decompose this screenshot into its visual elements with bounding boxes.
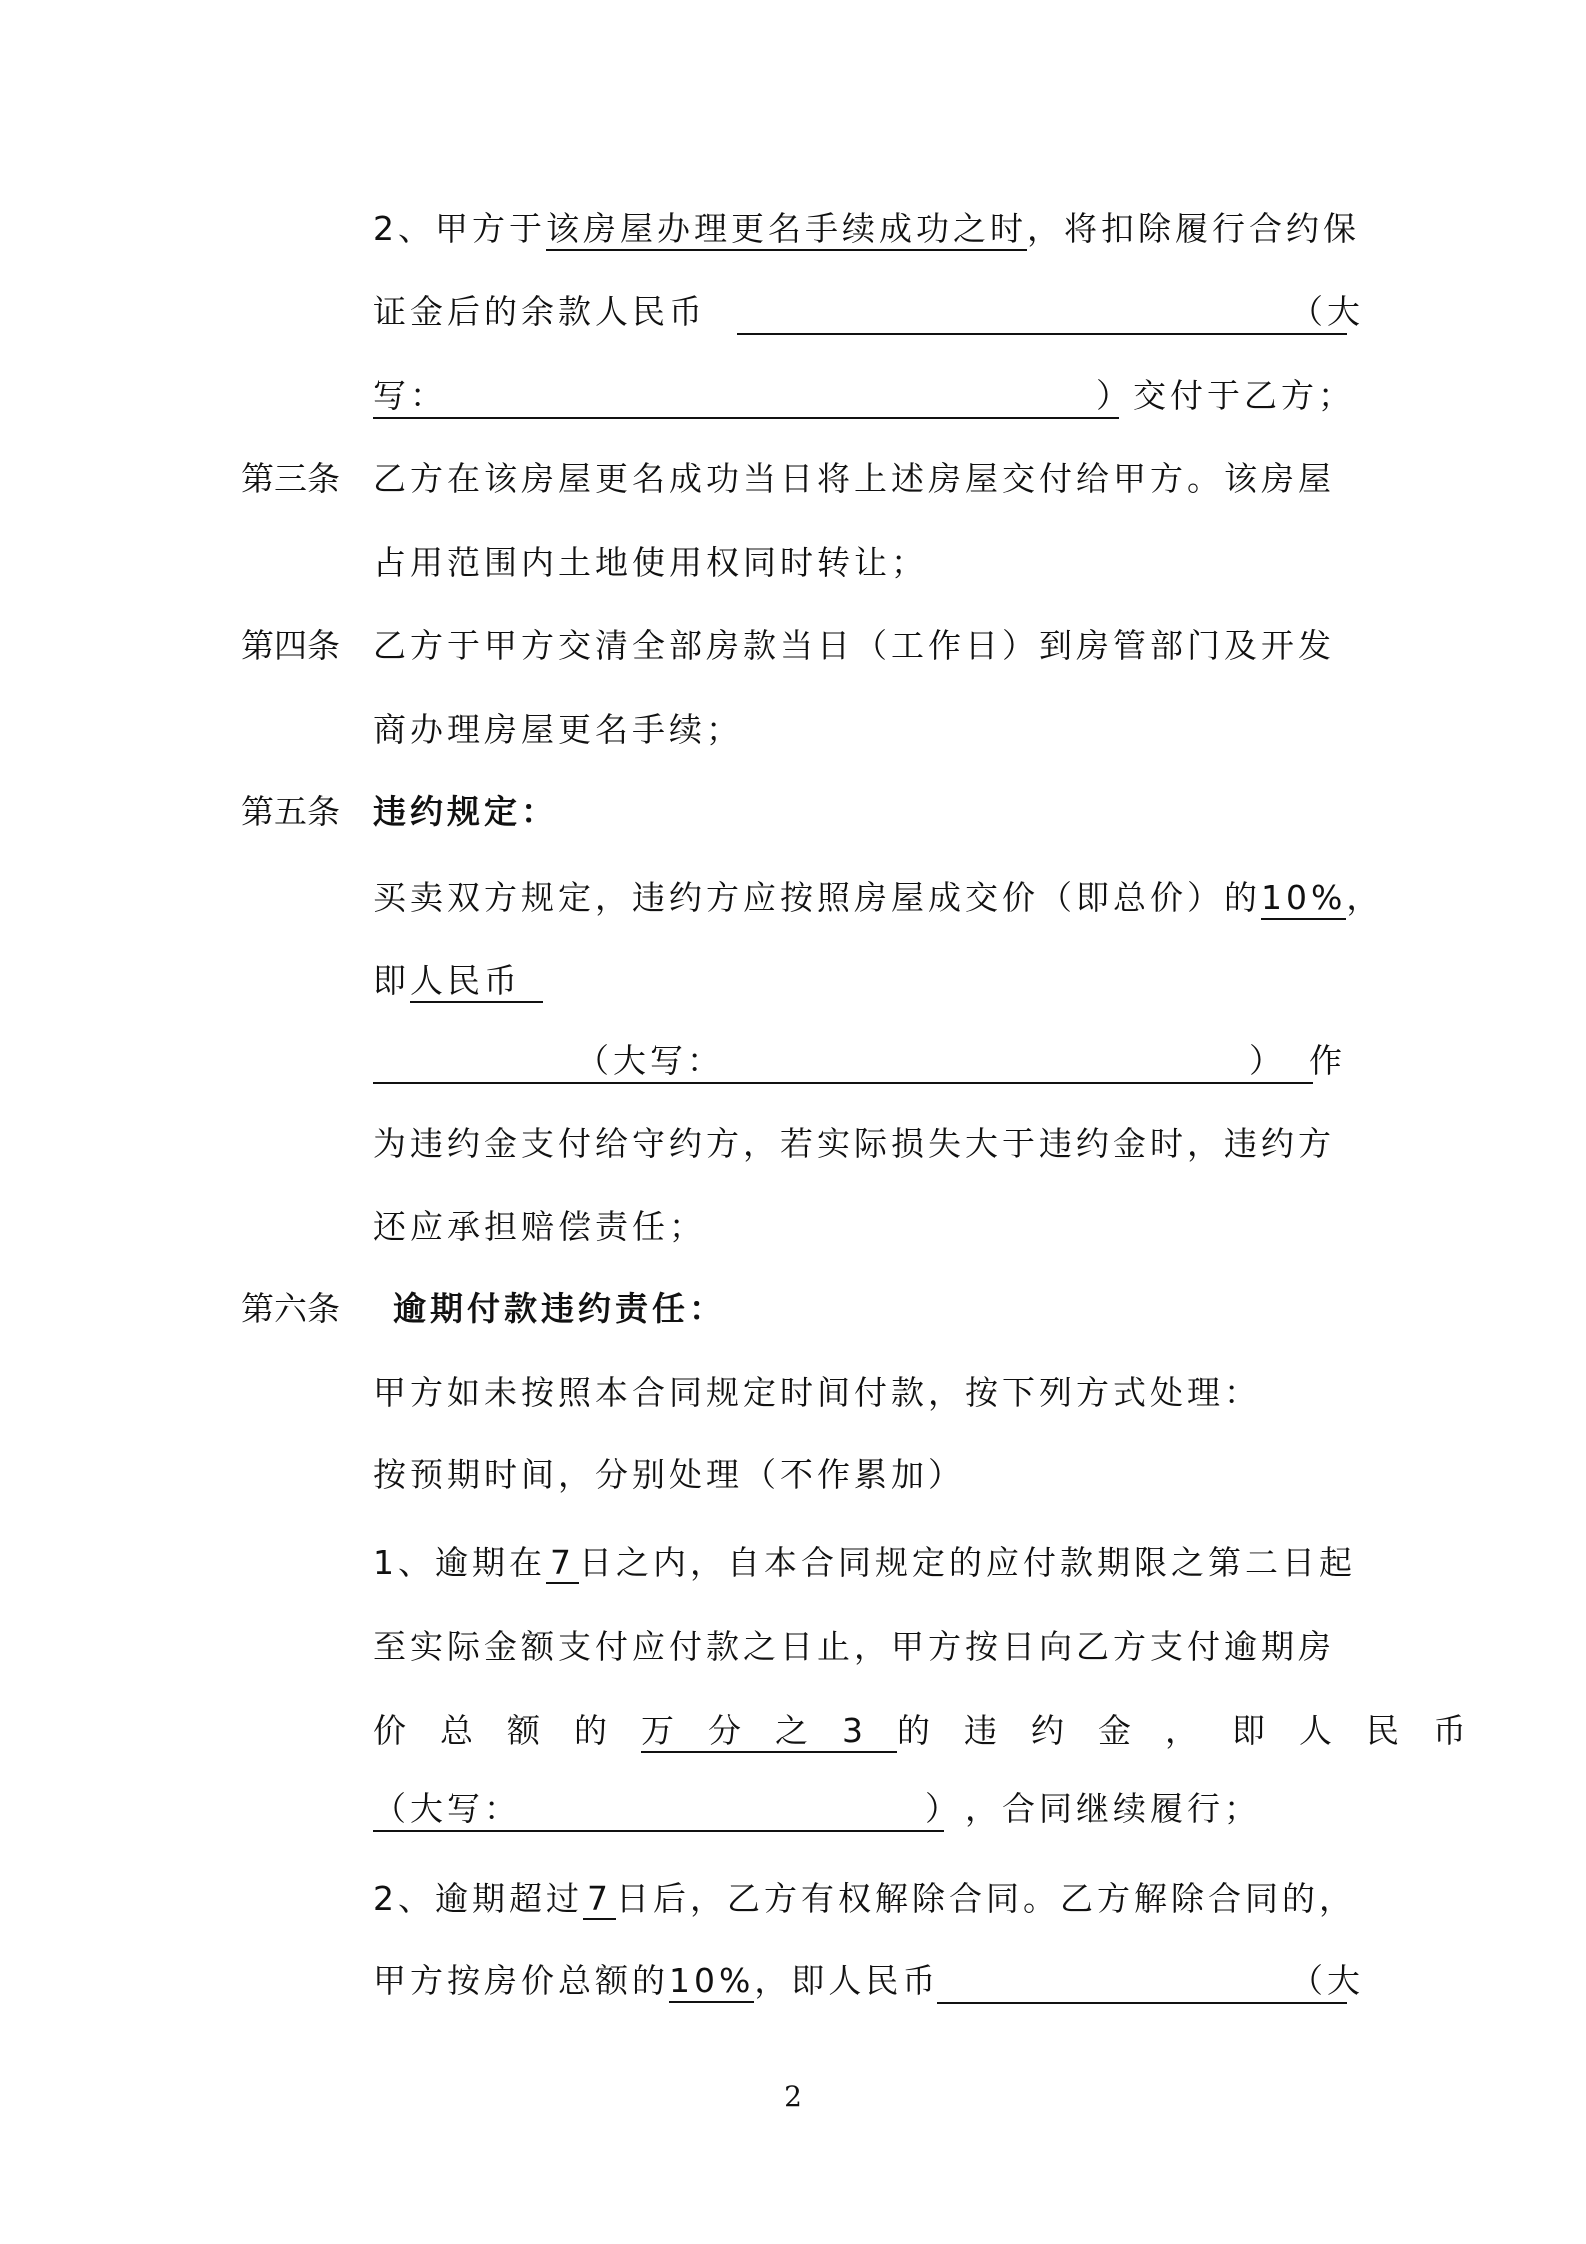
clause-2-line-2-end: （大 bbox=[1290, 292, 1364, 331]
text: 日后，乙方有权解除合同。乙方解除合同的， bbox=[616, 1879, 1356, 1918]
blank-line bbox=[373, 417, 1119, 419]
article-5-line-3-end: 作 bbox=[1309, 1041, 1346, 1080]
article-4-label: 第四条 bbox=[241, 626, 340, 665]
blank-line bbox=[737, 333, 1347, 335]
article-5-line-1 bbox=[373, 878, 1383, 918]
article-6-item-1-line-4-b: ） bbox=[925, 1789, 962, 1828]
article-6-label: 第六条 bbox=[241, 1289, 340, 1328]
article-6-item-1-line-3 bbox=[373, 1711, 1500, 1751]
text: 2、甲方于 bbox=[373, 209, 546, 248]
article-6-title: 逾期付款违约责任： bbox=[393, 1289, 726, 1328]
blank-line bbox=[937, 2002, 1347, 2004]
article-5-title: 违约规定： bbox=[373, 792, 558, 831]
article-5-line-5: 还应承担赔偿责任； bbox=[373, 1207, 706, 1246]
article-5-line-2 bbox=[373, 961, 543, 1001]
clause-2-line-1 bbox=[373, 209, 1360, 249]
page-number: 2 bbox=[784, 2080, 802, 2113]
article-6-item-1-line-1 bbox=[373, 1543, 1356, 1583]
article-3-line-2: 占用范围内土地使用权同时转让； bbox=[373, 543, 928, 582]
article-6-item-1-line-4-a: （大写： bbox=[373, 1789, 521, 1828]
article-3-line-1: 乙方在该房屋更名成功当日将上述房屋交付给甲方。该房屋 bbox=[373, 459, 1335, 498]
text: 2、逾期超过 bbox=[373, 1879, 583, 1918]
article-6-item-2-line-1 bbox=[373, 1879, 1356, 1919]
article-6-item-2-line-2 bbox=[373, 1961, 939, 2001]
article-3-label: 第三条 bbox=[241, 459, 340, 498]
underlined-text: 10% bbox=[1261, 878, 1346, 920]
text: 即 bbox=[373, 961, 410, 1000]
article-4-line-2: 商办理房屋更名手续； bbox=[373, 710, 743, 749]
article-6-line-2: 按预期时间，分别处理（不作累加） bbox=[373, 1455, 965, 1494]
text: 1、逾期在 bbox=[373, 1543, 546, 1582]
clause-2-line-2 bbox=[373, 292, 706, 332]
underlined-text: 该房屋办理更名手续成功之时 bbox=[546, 209, 1027, 251]
text: 日之内，自本合同规定的应付款期限之第二日起 bbox=[579, 1543, 1356, 1582]
text: ，即人民币 bbox=[754, 1961, 940, 2000]
article-4-line-1: 乙方于甲方交清全部房款当日（工作日）到房管部门及开发 bbox=[373, 626, 1335, 665]
underlined-text: 人民币 bbox=[410, 961, 543, 1003]
article-5-label: 第五条 bbox=[241, 792, 340, 831]
article-6-item-1-line-4-c: ，合同继续履行； bbox=[965, 1789, 1261, 1828]
underlined-text: 10% bbox=[669, 1961, 754, 2003]
text: ， bbox=[1346, 878, 1384, 917]
text: 价总额的 bbox=[373, 1711, 641, 1750]
clause-2-line-3: 写： bbox=[373, 376, 447, 415]
clause-2-line-3-end: ）交付于乙方； bbox=[1096, 376, 1355, 415]
text: ，将扣除履行合约保 bbox=[1027, 209, 1360, 248]
text: 买卖双方规定，违约方应按照房屋成交价（即总价）的 bbox=[373, 878, 1261, 917]
text: 的违约金，即人民币 bbox=[897, 1711, 1500, 1750]
text: 甲方按房价总额的 bbox=[373, 1961, 669, 2000]
article-6-line-1: 甲方如未按照本合同规定时间付款，按下列方式处理： bbox=[373, 1373, 1261, 1412]
underlined-text: 7 bbox=[583, 1879, 616, 1920]
article-6-item-1-line-2: 至实际金额支付应付款之日止，甲方按日向乙方支付逾期房 bbox=[373, 1627, 1335, 1666]
text: 证金后的余款人民币 bbox=[373, 292, 706, 331]
article-5-line-3-mid: （大写： bbox=[576, 1041, 724, 1080]
article-5-line-3-close: ） bbox=[1249, 1041, 1286, 1080]
blank-line bbox=[373, 1082, 1313, 1084]
underlined-text: 万分之3 bbox=[641, 1711, 897, 1753]
blank-line bbox=[373, 1830, 944, 1832]
underlined-text: 7 bbox=[546, 1543, 579, 1584]
article-6-item-2-line-2-end: （大 bbox=[1290, 1961, 1364, 2000]
article-5-line-4: 为违约金支付给守约方，若实际损失大于违约金时，违约方 bbox=[373, 1124, 1335, 1163]
